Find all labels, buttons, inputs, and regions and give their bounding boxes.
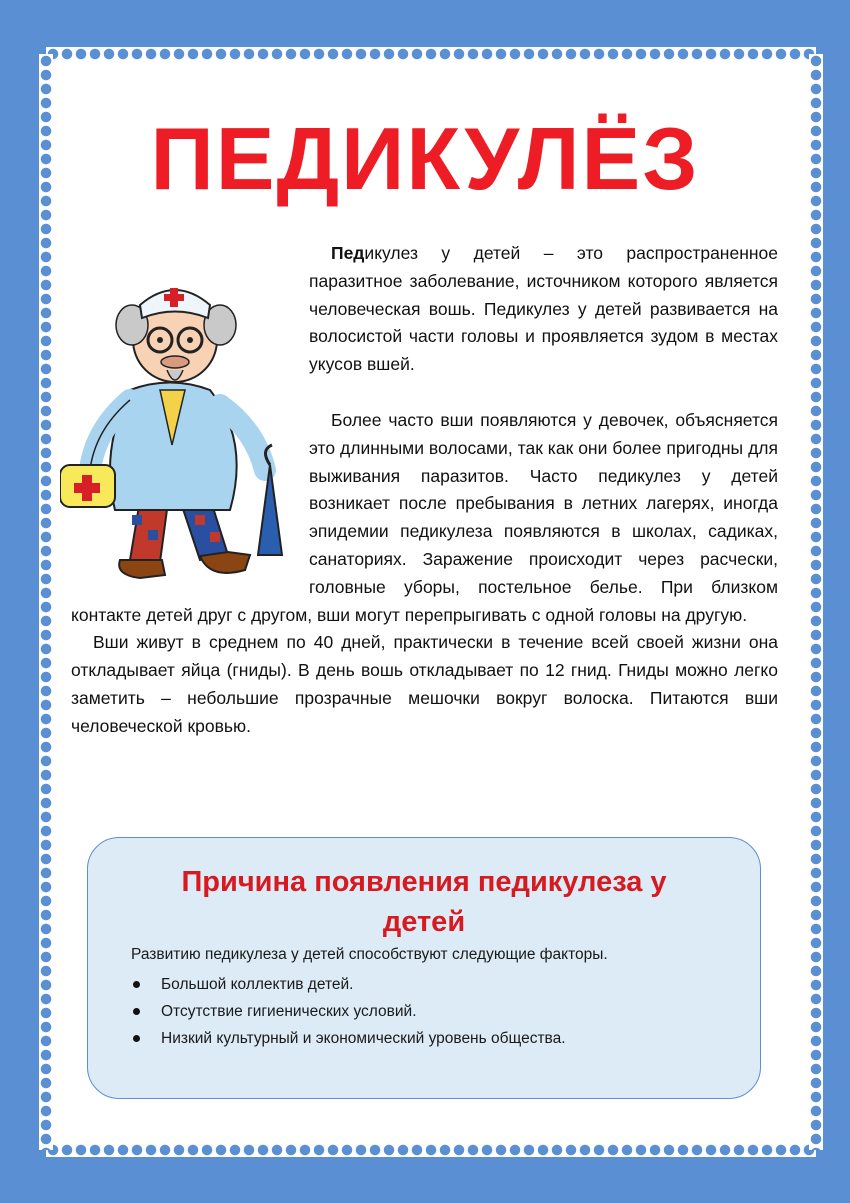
main-text [71, 240, 778, 741]
causes-box [87, 837, 761, 1099]
page-title: ПЕДИКУЛЁЗ [150, 109, 700, 208]
list-item-text: Низкий культурный и экономический уровень общества. [161, 1030, 566, 1047]
bullet-icon [133, 1008, 140, 1015]
intro-bold-prefix: Пед [331, 243, 365, 263]
causes-intro: Развитию педикулеза у детей способствуют следующие факторы. [131, 946, 608, 963]
list-item [131, 1025, 566, 1052]
list-item [131, 971, 566, 998]
stamp-edge-right [809, 54, 823, 1150]
stamp-edge-bottom [46, 1143, 816, 1157]
causes-heading: Причина появления педикулеза у детей [181, 866, 667, 938]
bullet-icon [133, 1035, 140, 1042]
list-item [131, 998, 566, 1025]
bullet-icon [133, 981, 140, 988]
stamp-edge-left [39, 54, 53, 1150]
illustration-spacer [71, 240, 309, 590]
paragraph-3: Вши живут в среднем по 40 дней, практически в течение всей своей жизни она откладывает яйца (гниды). В день вошь откладывает по 12 гнид. Гниды можно легко заметить – небольшие прозрачные мешочки вокруг волоска. Питаются вши человеческой кровью. [71, 632, 778, 736]
causes-list [131, 971, 566, 1052]
intro-rest: икулез у детей – это распространенное паразитное заболевание, источником которого является человеческая вошь. Педикулез у детей развивается на волосистой части головы и проявляется зудом в местах укусов вшей. [309, 243, 778, 375]
list-item-text: Большой коллектив детей. [161, 976, 354, 993]
list-item-text: Отсутствие гигиенических условий. [161, 1003, 417, 1020]
stamp-edge-top [46, 47, 816, 61]
paragraph-2: Более часто вши появляются у девочек, объясняется это длинными волосами, так как они более пригодны для выживания паразитов. Часто педикулез у детей возникает после пребывания в летних лагерях, иногда эпидемии педикулеза появляются в школах, садиках, санаториях. Заражение происходит через расчески, головные уборы, постельное белье. При близком контакте детей друг с другом, вши могут перепрыгивать с одной головы на другую. [71, 409, 778, 625]
